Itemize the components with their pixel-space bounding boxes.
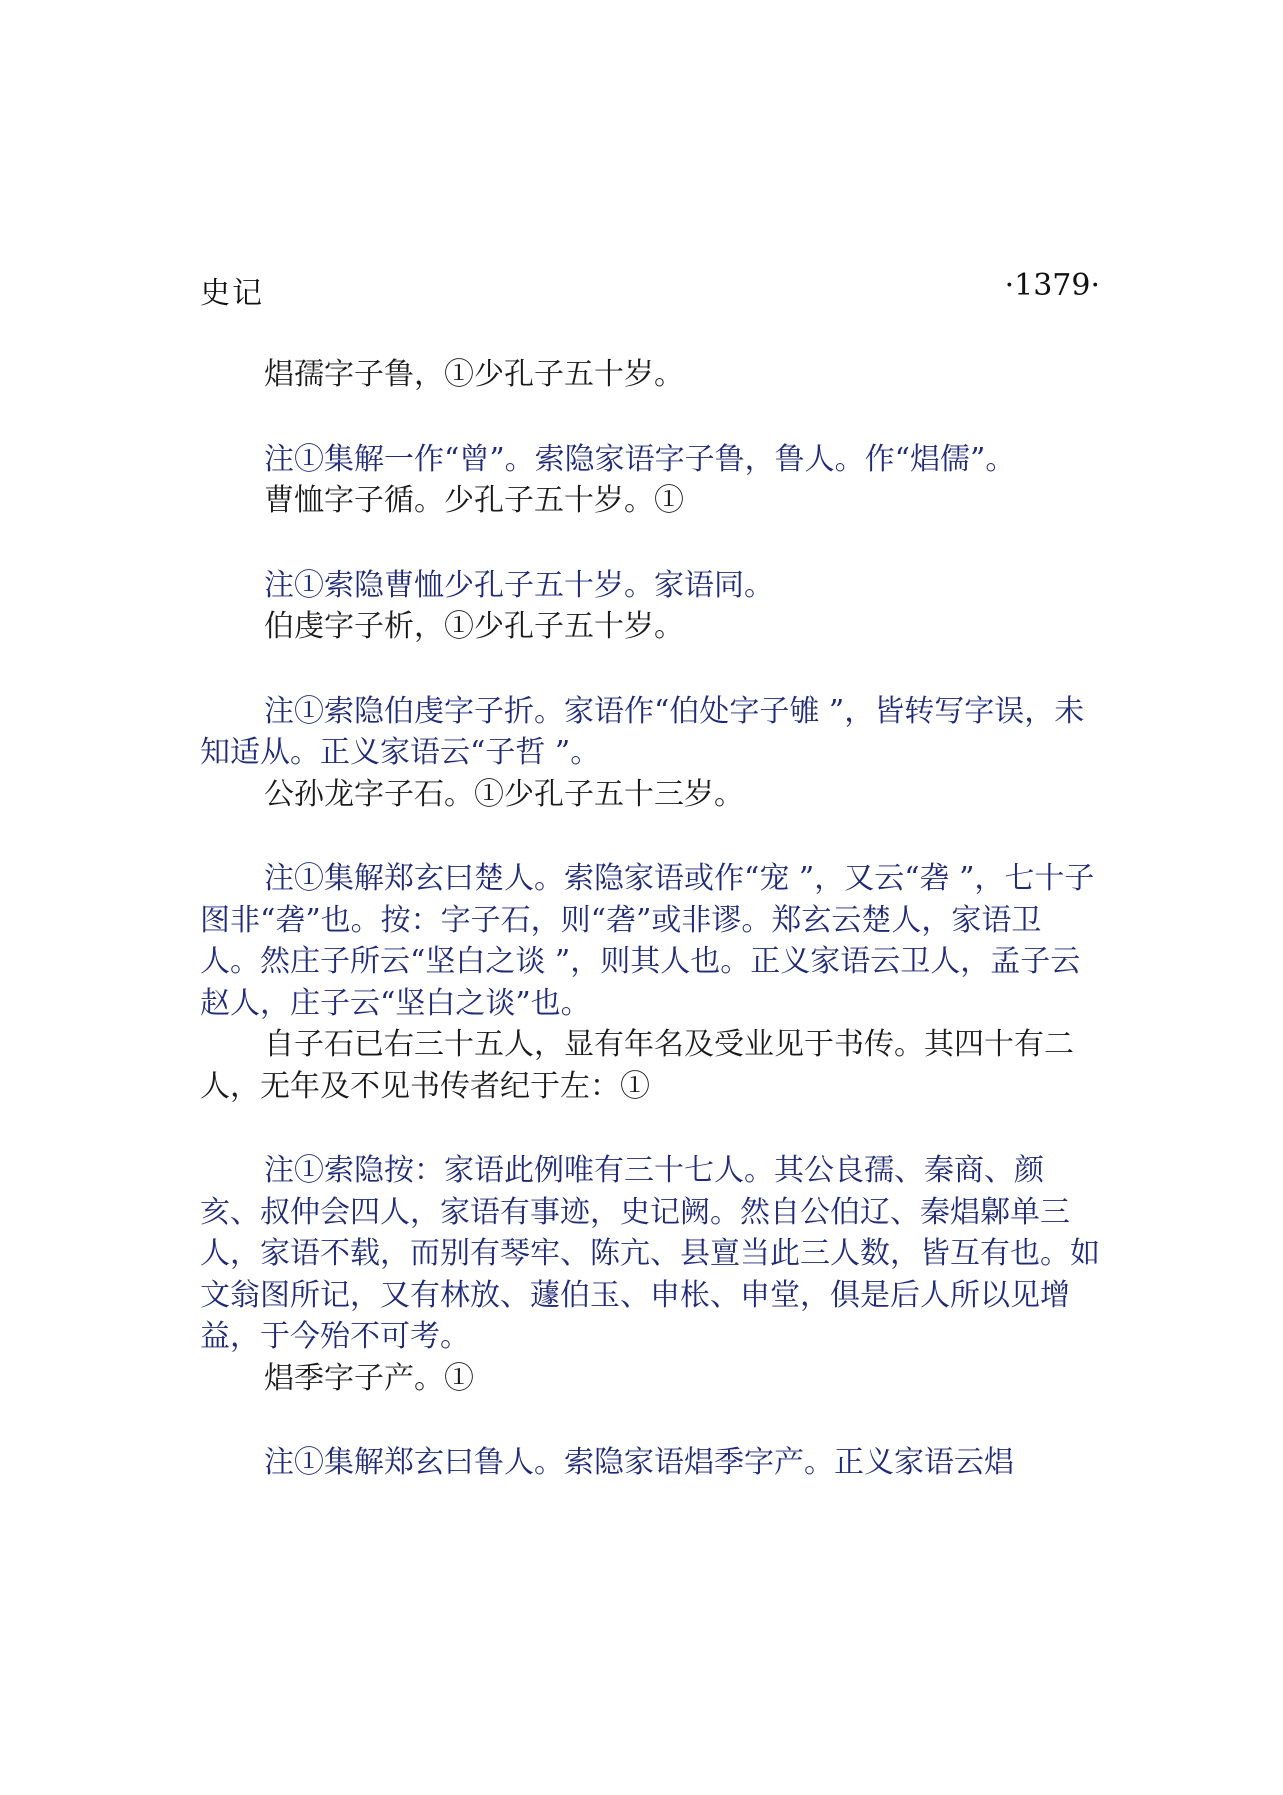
book-title: 史记 <box>200 276 264 311</box>
main-text-paragraph: 焻孺字子鲁，①少孔子五十岁。 <box>264 357 684 392</box>
paragraph-gap <box>200 648 1100 691</box>
annotation-paragraph: 注①索隐曹恤少孔子五十岁。家语同。 <box>264 567 774 603</box>
paragraph-gap <box>200 815 1100 858</box>
main-text-paragraph: 焻季字子产。① <box>264 1360 474 1396</box>
paragraph-gap <box>200 1107 1100 1150</box>
annotation-paragraph: 注①集解郑玄曰鲁人。索隐家语焻季字产。正义家语云焻 <box>264 1445 1014 1480</box>
main-text-paragraph: 公孙龙字子石。①少孔子五十三岁。 <box>264 776 744 812</box>
main-text-paragraph: 曹恤字子循。少孔子五十岁。① <box>264 483 684 518</box>
paragraph-gap <box>200 1399 1100 1442</box>
page-header <box>200 268 1100 310</box>
paragraph-gap <box>200 522 1100 565</box>
annotation-paragraph: 注①索隐伯虔字子折。家语作“伯处字子雊 ”，皆转写字误，未知适从。正义家语云“子哲 ”。 <box>200 693 1085 770</box>
paragraph-gap <box>200 396 1100 439</box>
main-text-paragraph: 自子石已右三十五人，显有年名及受业见于书传。其四十有二人，无年及不见书传者纪于左：① <box>200 1027 1074 1104</box>
annotation-paragraph: 注①集解一作“曾”。索隐家语字子鲁，鲁人。作“焻儒”。 <box>264 441 1016 477</box>
annotation-paragraph: 注①索隐按：家语此例唯有三十七人。其公良孺、秦商、颜亥、叔仲会四人，家语有事迹，史记阙。然自公伯辽、秦焻鄡单三人，家语不载，而别有琴牢、陈亢、县亶当此三人数，皆互有也。如文翁图所记，又有林放、蘧伯玉、申枨、申堂，俱是后人所以见增益，于今殆不可考。 <box>200 1153 1100 1354</box>
main-text-paragraph: 伯虔字子析，①少孔子五十岁。 <box>264 609 684 644</box>
annotation-paragraph: 注①集解郑玄曰楚人。索隐家语或作“宠 ”，又云“砻 ”，七十子图非“砻”也。按：字子石，则“砻”或非谬。郑玄云楚人，家语卫人。然庄子所云“坚白之谈 ”，则其人也。正义家语云卫人，孟子云赵人，庄子云“坚白之谈”也。 <box>200 861 1095 1021</box>
page-content <box>200 354 1100 1484</box>
document-page <box>200 268 1100 1484</box>
page-number: ·1379· <box>1004 268 1100 303</box>
